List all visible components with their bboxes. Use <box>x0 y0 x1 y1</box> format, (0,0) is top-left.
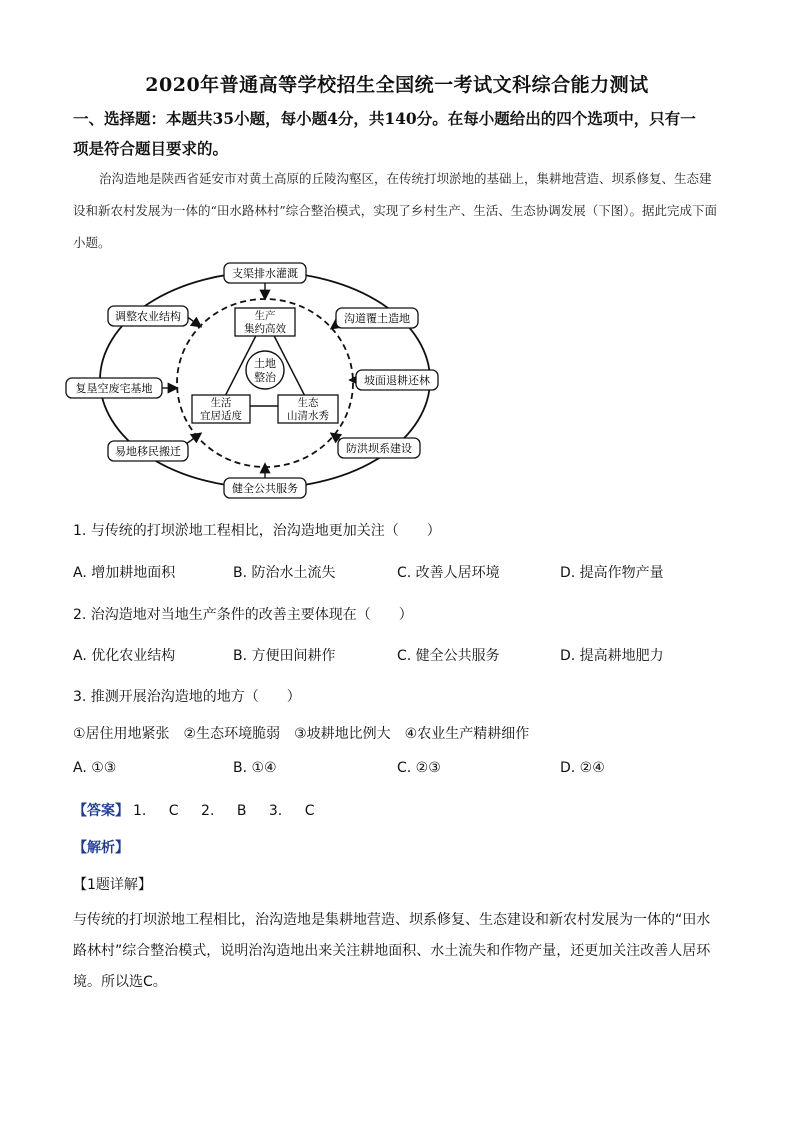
detail-text: 与传统的打坝淤地工程相比，治沟造地是集耕地营造、坝系修复、生态建设和新农村发展为一体的“田水路林村”综合整治模式，说明治沟造地出来关注耕地面积、水土流失和作物产量，还更加关注改善人居环境。所以选C。 <box>73 912 711 990</box>
question-1-option-b[interactable]: B. 防治水土流失 <box>233 565 336 581</box>
analysis-label: 【解析】 <box>73 840 129 856</box>
question-3-option-d[interactable]: D. ②④ <box>560 760 605 776</box>
answer-label: 【答案】 <box>73 803 129 819</box>
section-instruction-line2: 项是符合题目要求的。 <box>73 139 229 158</box>
outer-label-bottom: 健全公共服务 <box>232 482 298 495</box>
outer-label-lower-left: 易地移民搬迁 <box>115 445 181 458</box>
question-2-option-a[interactable]: A. 优化农业结构 <box>73 648 176 664</box>
outer-label-upper-left: 调整农业结构 <box>115 310 181 323</box>
question-1-option-c[interactable]: C. 改善人居环境 <box>397 565 500 581</box>
question-1-stem: 1. 与传统的打坝淤地工程相比，治沟造地更加关注（ ） <box>73 523 441 539</box>
production-label-line2: 集约高效 <box>244 323 286 335</box>
question-3-stem: 3. 推测开展治沟造地的地方（ ） <box>73 689 301 705</box>
question-3-option-c[interactable]: C. ②③ <box>397 760 441 776</box>
question-3-option-a[interactable]: A. ①③ <box>73 760 117 776</box>
outer-label-upper-right: 沟道覆土造地 <box>344 312 410 325</box>
land-consolidation-diagram <box>60 258 450 502</box>
question-1-option-a[interactable]: A. 增加耕地面积 <box>73 565 176 581</box>
question-2-option-d[interactable]: D. 提高耕地肥力 <box>560 648 664 664</box>
living-label-line1: 生活 <box>210 397 232 409</box>
question-1-option-d[interactable]: D. 提高作物产量 <box>560 565 664 581</box>
center-label-line2: 整治 <box>254 371 276 384</box>
question-2-option-c[interactable]: C. 健全公共服务 <box>397 648 500 664</box>
section-instruction-line1: 一、选择题：本题共35小题，每小题4分，共140分。在每小题给出的四个选项中，只有一 <box>73 109 696 128</box>
center-label-line1: 土地 <box>254 357 276 370</box>
exam-title: 2020年普通高等学校招生全国统一考试文科综合能力测试 <box>145 74 649 96</box>
question-3-option-b[interactable]: B. ①④ <box>233 760 277 776</box>
ecology-label-line2: 山清水秀 <box>287 410 329 422</box>
outer-label-top: 支渠排水灌溉 <box>232 267 298 280</box>
question-2-option-b[interactable]: B. 方便田间耕作 <box>233 648 336 664</box>
living-label-line2: 宜居适度 <box>200 410 242 422</box>
ecology-label-line1: 生态 <box>297 397 319 409</box>
question-2-stem: 2. 治沟造地对当地生产条件的改善主要体现在（ ） <box>73 607 413 623</box>
outer-label-right: 坡面退耕还林 <box>364 374 430 387</box>
outer-label-left: 复垦空废宅基地 <box>75 382 153 395</box>
question-3-statements: ①居住用地紧张 ②生态环境脆弱 ③坡耕地比例大 ④农业生产精耕细作 <box>73 726 530 742</box>
outer-label-lower-right: 防洪坝系建设 <box>346 442 412 455</box>
passage-text: 治沟造地是陕西省延安市对黄土高原的丘陵沟壑区，在传统打坝淤地的基础上，集耕地营造、坝系修复、生态建设和新农村发展为一体的“田水路林村”综合整治模式，实现了乡村生产、生活、生态协调发展（下图）。据此完成下面小题。 <box>73 171 718 250</box>
answer-text: 1. C 2. B 3. C <box>133 803 315 819</box>
answer-line <box>73 800 314 820</box>
detail-label: 【1题详解】 <box>73 877 152 893</box>
production-label-line1: 生产 <box>254 310 276 322</box>
